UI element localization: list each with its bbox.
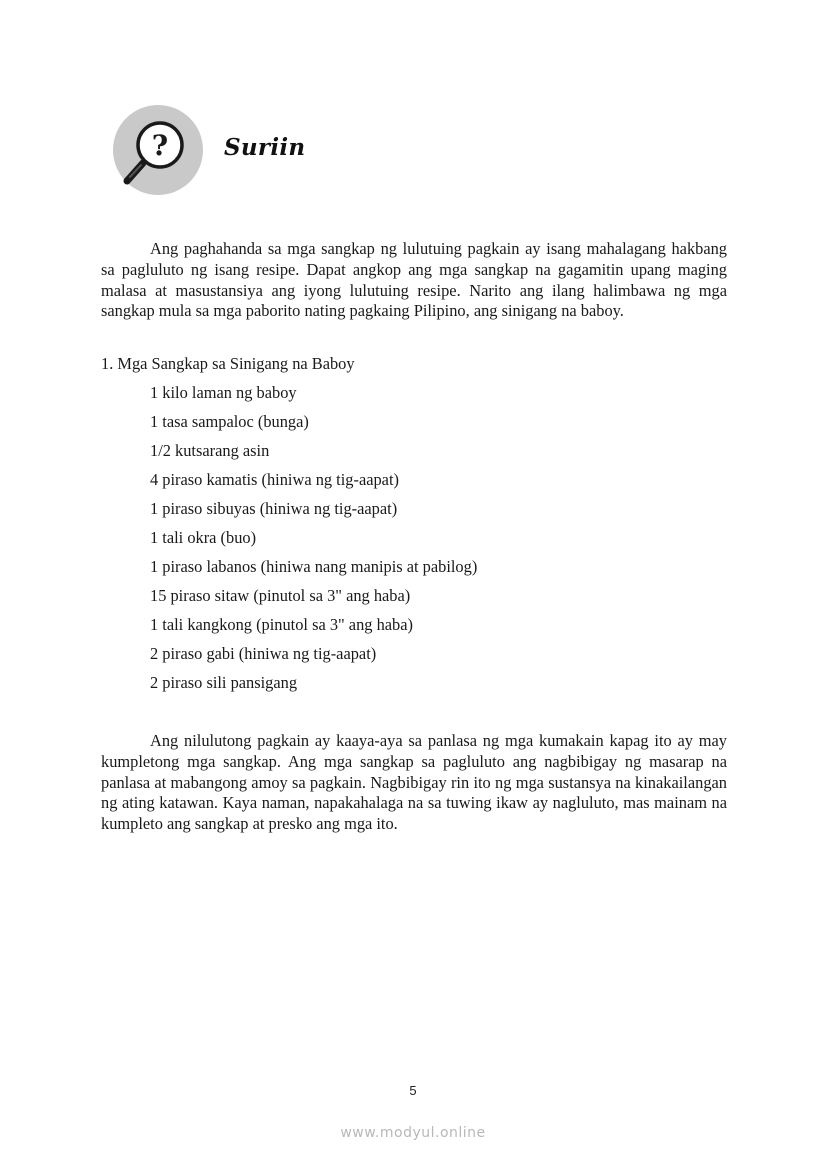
ingredient-item: 2 piraso sili pansigang — [150, 673, 298, 692]
closing-paragraph-text: Ang nilulutong pagkain ay kaaya-aya sa panlasa ng mga kumakain kapag ito ay may kumpletong mga sangkap. Ang mga sangkap sa pagluluto ang nagbibigay ng masarap na panlasa at mabangong amoy sa pagkain. Nagbibigay rin ito ng mga sustansya na kinakailangan ng ating katawan. Kaya naman, napakahalaga na sa tuwing ikaw ay nagluluto, mas mainam na kumpleto ang sangkap at presko ang mga ito. — [101, 731, 727, 834]
ingredient-item: 1 piraso sibuyas (hiniwa ng tig-aapat) — [150, 499, 398, 518]
intro-paragraph — [101, 239, 727, 322]
ingredient-item: 1 tali kangkong (pinutol sa 3" ang haba) — [150, 615, 413, 634]
section-title: Suriin — [224, 134, 306, 161]
page-number: 5 — [409, 1083, 417, 1098]
ingredient-item: 1 kilo laman ng baboy — [150, 383, 297, 402]
ingredient-item: 1 piraso labanos (hiniwa nang manipis at pabilog) — [150, 557, 478, 576]
recipe-heading: 1. Mga Sangkap sa Sinigang na Baboy — [101, 354, 355, 373]
ingredient-list — [150, 383, 477, 702]
magnifier-question-icon — [113, 105, 203, 195]
ingredient-item: 15 piraso sitaw (pinutol sa 3" ang haba) — [150, 586, 411, 605]
closing-paragraph — [101, 731, 727, 835]
ingredient-item: 4 piraso kamatis (hiniwa ng tig-aapat) — [150, 470, 399, 489]
ingredient-item: 1 tali okra (buo) — [150, 528, 257, 547]
svg-text:?: ? — [151, 129, 169, 162]
ingredient-item: 2 piraso gabi (hiniwa ng tig-aapat) — [150, 644, 377, 663]
ingredient-item: 1 tasa sampaloc (bunga) — [150, 412, 309, 431]
ingredient-item: 1/2 kutsarang asin — [150, 441, 270, 460]
watermark-link[interactable]: www.modyul.online — [340, 1125, 486, 1141]
intro-paragraph-text: Ang paghahanda sa mga sangkap ng lulutuing pagkain ay isang mahalagang hakbang sa pagluluto ng isang resipe. Dapat angkop ang mga sangkap na gagamitin upang maging malasa at masustansiya ang iyong lulutuing resipe. Narito ang ilang halimbawa ng mga sangkap mula sa mga paborito nating pagkaing Pilipino, ang sinigang na baboy. — [101, 239, 727, 321]
